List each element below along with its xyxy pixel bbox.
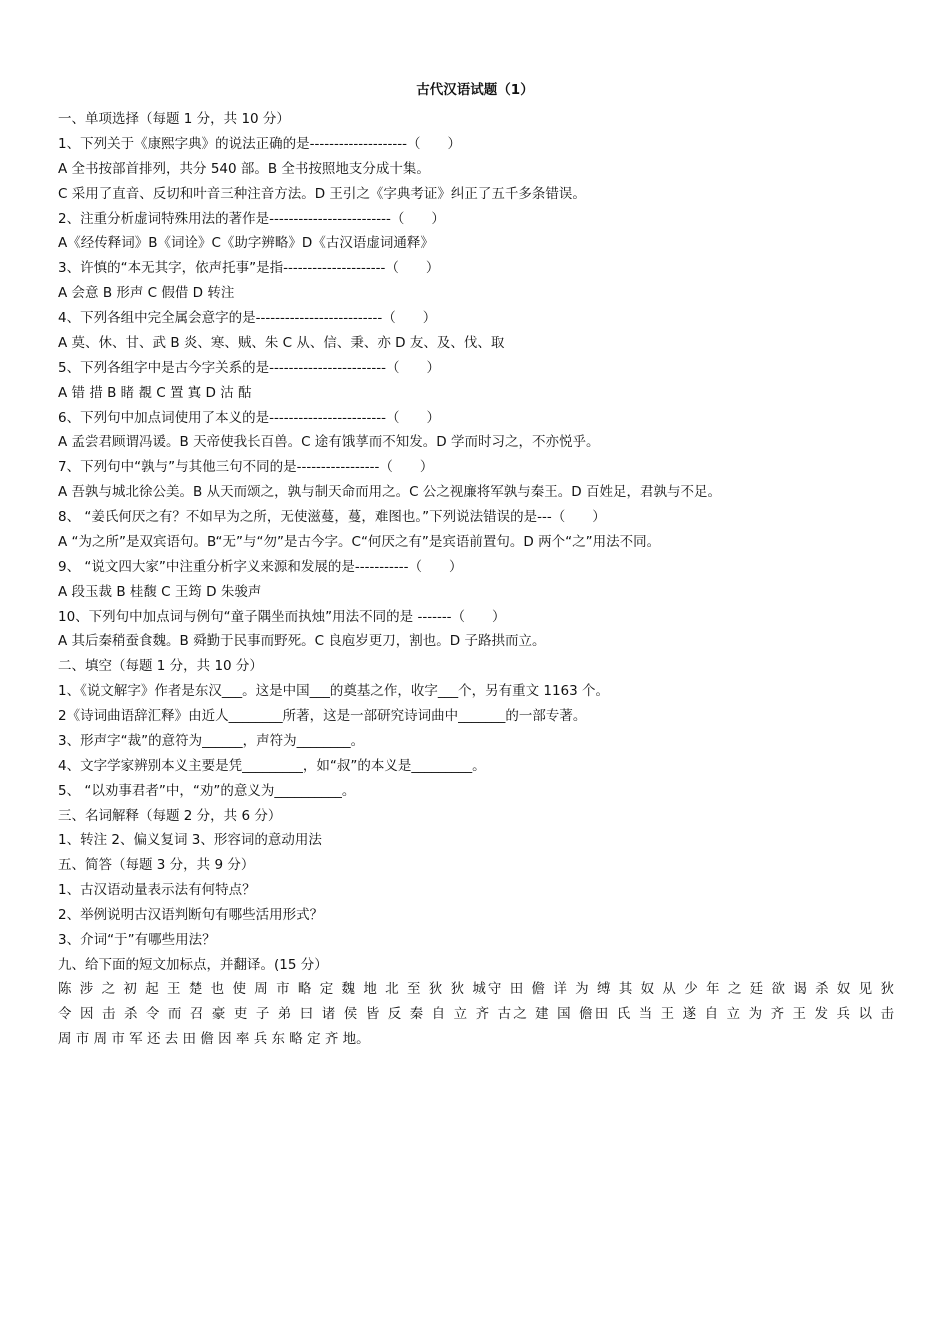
section-heading-terms: 三、名词解释（每题 2 分，共 6 分）: [58, 807, 282, 824]
exam-content: [58, 107, 898, 978]
question-8: 8、 “姜氏何厌之有？不如早为之所，无使滋蔓，蔓，难图也。”下列说法错误的是---（ ）: [58, 509, 606, 525]
terms-list: 1、转注 2、偏义复词 3、形容词的意动用法: [58, 832, 322, 849]
question-5-options: A 错 措 B 睹 覩 C 置 寘 D 沽 酤: [58, 384, 252, 401]
section-heading-single-choice: 一、单项选择（每题 1 分，共 10 分）: [58, 111, 290, 127]
question-5: 5、下列各组字中是古今字关系的是------------------------（ ）: [58, 359, 441, 376]
section-heading-fill-in: 二、填空（每题 1 分，共 10 分）: [58, 658, 263, 675]
short-answer-3: 3、介词“于”有哪些用法？: [58, 931, 216, 948]
fill-in-1: 1、《说文解字》作者是东汉___。这是中国___的奠基之作，收字___个，另有重文 1163 个。: [58, 683, 610, 700]
question-10-options: A 其后秦稍蚕食魏。B 舜勤于民事而野死。C 良庖岁更刀，割也。D 子路拱而立。: [58, 633, 546, 650]
page-title: 古代汉语试题（1）: [416, 82, 534, 98]
question-9-options: A 段玉裁 B 桂馥 C 王筠 D 朱骏声: [58, 583, 262, 600]
question-1-options-ab: A 全书按部首排列，共分 540 部。B 全书按照地支分成十集。: [58, 160, 430, 177]
short-answer-1: 1、古汉语动量表示法有何特点？: [58, 882, 256, 899]
fill-in-3: 3、形声字“裁”的意符为______，声符为________。: [58, 732, 365, 749]
question-10: 10、下列句中加点词与例句“童子隅坐而执烛”用法不同的是 -------（ ）: [58, 608, 506, 625]
question-1: 1、下列关于《康熙字典》的说法正确的是--------------------（ ）: [58, 135, 462, 152]
question-6-options: A 孟尝君顾谓冯谖。B 天帝使我长百兽。C 途有饿莩而不知发。D 学而时习之，不亦悦乎。: [58, 434, 600, 451]
question-2-options: A《经传释词》B《词诠》C《助字辨略》D《古汉语虚词通释》: [58, 235, 434, 252]
question-1-options-cd: C 采用了直音、反切和叶音三种注音方法。D 王引之《字典考证》纠正了五千多条错误。: [58, 185, 586, 202]
passage-line-3: 周 市 周 市 军 还 去 田 儋 因 率 兵 东 略 定 齐 地。: [58, 1030, 370, 1047]
question-2: 2、注重分析虚词特殊用法的著作是-------------------------（ ）: [58, 210, 445, 227]
question-7-options: A 吾孰与城北徐公美。B 从天而颂之，孰与制天命而用之。C 公之视廉将军孰与秦王。D 百姓足，君孰与不足。: [58, 484, 721, 501]
question-3: 3、许慎的“本无其字，依声托事”是指---------------------（ ）: [58, 260, 440, 277]
question-7: 7、下列句中“孰与”与其他三句不同的是-----------------（ ）: [58, 459, 434, 476]
question-4: 4、下列各组中完全属会意字的是--------------------------（ ）: [58, 310, 437, 326]
question-9: 9、 “说文四大家”中注重分析字义来源和发展的是-----------（ ）: [58, 558, 463, 575]
passage-line-1: 陈 涉 之 初 起 王 楚 也 使 周 市 略 定 魏 地 北 至 狄 狄 城守 田 儋 详 为 缚 其 奴 从 少 年 之 廷 欲 谒 杀 奴 见 狄: [58, 981, 894, 997]
section-heading-punctuation: 九、给下面的短文加标点，并翻译。(15 分）: [58, 956, 328, 973]
short-answer-2: 2、举例说明古汉语判断句有哪些活用形式？: [58, 907, 324, 923]
classical-passage: [58, 977, 894, 1052]
passage-line-2: 令 因 击 杀 令 而 召 豪 吏 子 弟 曰 诸 侯 皆 反 秦 自 立 齐 古之 建 国 儋田 氏 当 王 遂 自 立 为 齐 王 发 兵 以 击: [58, 1005, 894, 1022]
question-6: 6、下列句中加点词使用了本义的是------------------------（ ）: [58, 409, 441, 426]
section-heading-short-answer: 五、简答（每题 3 分，共 9 分）: [58, 857, 255, 874]
question-8-options: A “为之所”是双宾语句。B“无”与“勿”是古今字。C“何厌之有”是宾语前置句。D 两个“之”用法不同。: [58, 533, 661, 550]
question-4-options: A 莫、休、甘、武 B 炎、寒、贼、朱 C 从、信、秉、亦 D 友、及、伐、取: [58, 334, 505, 351]
question-3-options: A 会意 B 形声 C 假借 D 转注: [58, 285, 235, 302]
fill-in-2: 2《诗词曲语辞汇释》由近人________所著，这是一部研究诗词曲中_______的一部专著。: [58, 708, 587, 724]
fill-in-4: 4、文字学家辨别本义主要是凭_________，如“叔”的本义是_________。: [58, 757, 486, 774]
fill-in-5: 5、 “以劝事君者”中，“劝”的意义为__________。: [58, 782, 356, 799]
